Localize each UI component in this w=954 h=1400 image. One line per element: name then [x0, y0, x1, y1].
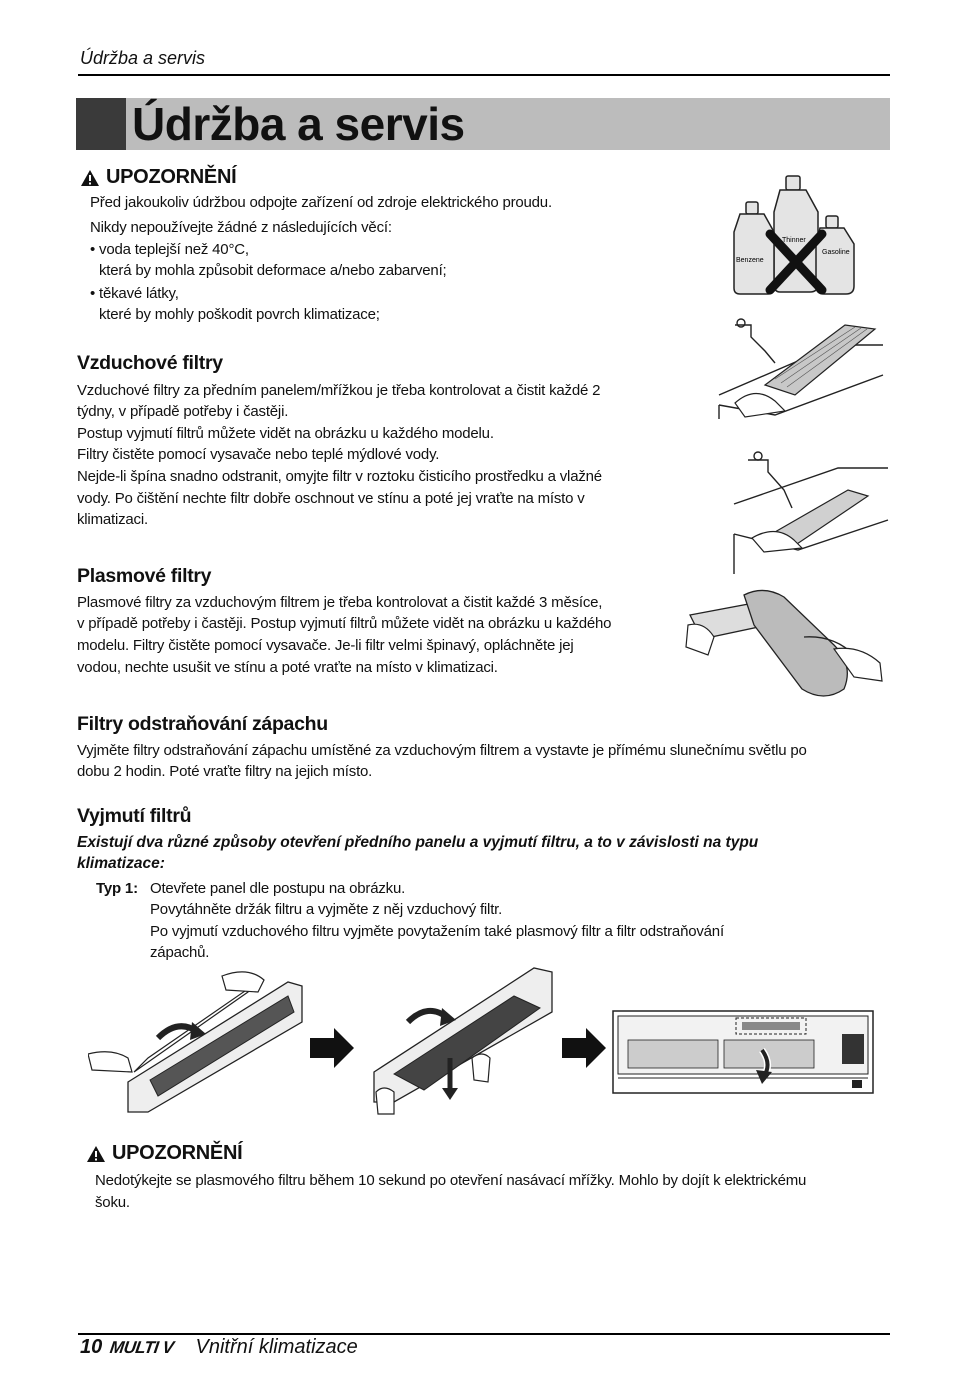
caution-bullet-1-cont: která by mohla způsobit deformace a/nebo zabarvení;: [99, 262, 447, 279]
caution-heading-2: [86, 1142, 242, 1165]
running-header: Údržba a servis: [80, 48, 206, 68]
air-filters-line-7: klimatizaci.: [77, 511, 148, 528]
bottle-label-thinner: Thinner: [782, 237, 806, 244]
page-title: Údržba a servis: [132, 98, 465, 150]
caution-bullet-2-cont: které by mohly poškodit povrch klimatizace;: [99, 306, 380, 323]
air-filters-line-3: Postup vyjmutí filtrů můžete vidět na obrázku u každého modelu.: [77, 425, 494, 442]
caution-bullet-2: • těkavé látky,: [90, 285, 179, 302]
air-filters-line-2: týdny, v případě potřeby i častěji.: [77, 403, 289, 420]
bottle-label-gasoline: Gasoline: [822, 249, 850, 256]
filter-washing-illustration-2: [728, 440, 890, 575]
type-1-step-3: Po vyjmutí vzduchového filtru vyjměte povytažením také plasmový filtr a filtr odstraňování: [150, 923, 724, 940]
forbidden-solvents-illustration: [730, 172, 860, 298]
page-number: 10: [80, 1336, 103, 1358]
air-filters-line-6: vody. Po čištění nechte filtr dobře oschnout ve stínu a poté jej vraťte na místo v: [77, 490, 585, 507]
footer: [80, 1336, 358, 1359]
title-accent-block: [76, 98, 126, 150]
air-filters-line-1: Vzduchové filtry za předním panelem/mřížkou je třeba kontrolovat a čistit každé 2: [77, 382, 601, 399]
footer-rule: [78, 1333, 890, 1335]
plasma-filters-line-2: v případě potřeby i častěji. Postup vyjmutí filtrů můžete vidět na obrázku u každého: [77, 615, 612, 632]
air-filters-line-4: Filtry čistěte pomocí vysavače nebo teplé mýdlové vody.: [77, 446, 440, 463]
step-3-plasma-filter-illustration: [612, 1010, 874, 1094]
type-1-step-1: Otevřete panel dle postupu na obrázku.: [150, 880, 406, 897]
plasma-filters-line-3: modelu. Filtry čistěte pomocí vysavače. Je-li filtr velmi špinavý, opláchněte jej: [77, 637, 574, 654]
type-1-label: Typ 1:: [96, 880, 138, 897]
step-arrow-2-icon: [562, 1028, 606, 1068]
deodor-filters-line-1: Vyjměte filtry odstraňování zápachu umístěné za vzduchovým filtrem a vystavte je přímému slunečnímu světlu po: [77, 742, 807, 759]
bottle-label-benzene: Benzene: [736, 257, 764, 264]
caution-line-1: Před jakoukoliv údržbou odpojte zařízení od zdroje elektrického proudu.: [90, 194, 552, 211]
plasma-filters-heading: Plasmové filtry: [77, 565, 212, 587]
filter-washing-illustration-1: [715, 315, 885, 425]
filter-removal-lead-1: Existují dva různé způsoby otevření předního panelu a vyjmutí filtru, a to v závislosti na typu: [77, 834, 759, 851]
caution-heading-text: UPOZORNĚNÍ: [106, 166, 237, 188]
air-filters-heading: Vzduchové filtry: [77, 352, 223, 374]
step-arrow-1-icon: [310, 1028, 354, 1068]
caution-heading: [80, 166, 236, 189]
air-filters-line-5: Nejde-li špína snadno odstranit, omyjte filtr v roztoku čisticího prostředku a vlažné: [77, 468, 602, 485]
caution-2-line-1: Nedotýkejte se plasmového filtru během 10 sekund po otevření nasávací mřížky. Mohlo by dojít k elektrickému: [95, 1172, 807, 1189]
filter-removal-lead-2: klimatizace:: [77, 855, 165, 872]
plasma-filters-line-1: Plasmové filtry za vzduchovým filtrem je třeba kontrolovat a čistit každé 3 měsíce,: [77, 594, 603, 611]
vacuum-cleaning-illustration: [684, 585, 886, 705]
plasma-filters-line-4: vodou, nechte usušit ve stínu a poté vraťte na místo v klimatizaci.: [77, 659, 498, 676]
type-1-step-2: Povytáhněte držák filtru a vyjměte z něj vzduchový filtr.: [150, 901, 503, 918]
caution-heading-2-text: UPOZORNĚNÍ: [112, 1142, 243, 1164]
warning-icon: [80, 169, 100, 187]
step-2-remove-filter-illustration: [364, 962, 554, 1116]
caution-bullet-1: • voda teplejší než 40°C,: [90, 241, 249, 258]
filter-removal-heading: Vyjmutí filtrů: [77, 805, 192, 827]
brand-logo: MULTI V: [108, 1337, 175, 1357]
warning-icon: [86, 1145, 106, 1163]
footer-text: Vnitřní klimatizace: [195, 1336, 358, 1358]
deodor-filters-line-2: dobu 2 hodin. Poté vraťte filtry na jejich místo.: [77, 763, 373, 780]
type-1-step-3-cont: zápachů.: [150, 944, 210, 961]
header-rule: [78, 74, 890, 76]
step-1-open-panel-illustration: [88, 962, 304, 1114]
caution-line-2: Nikdy nepoužívejte žádné z následujících věcí:: [90, 219, 392, 236]
deodor-filters-heading: Filtry odstraňování zápachu: [77, 713, 328, 735]
caution-2-line-2: šoku.: [95, 1194, 130, 1211]
